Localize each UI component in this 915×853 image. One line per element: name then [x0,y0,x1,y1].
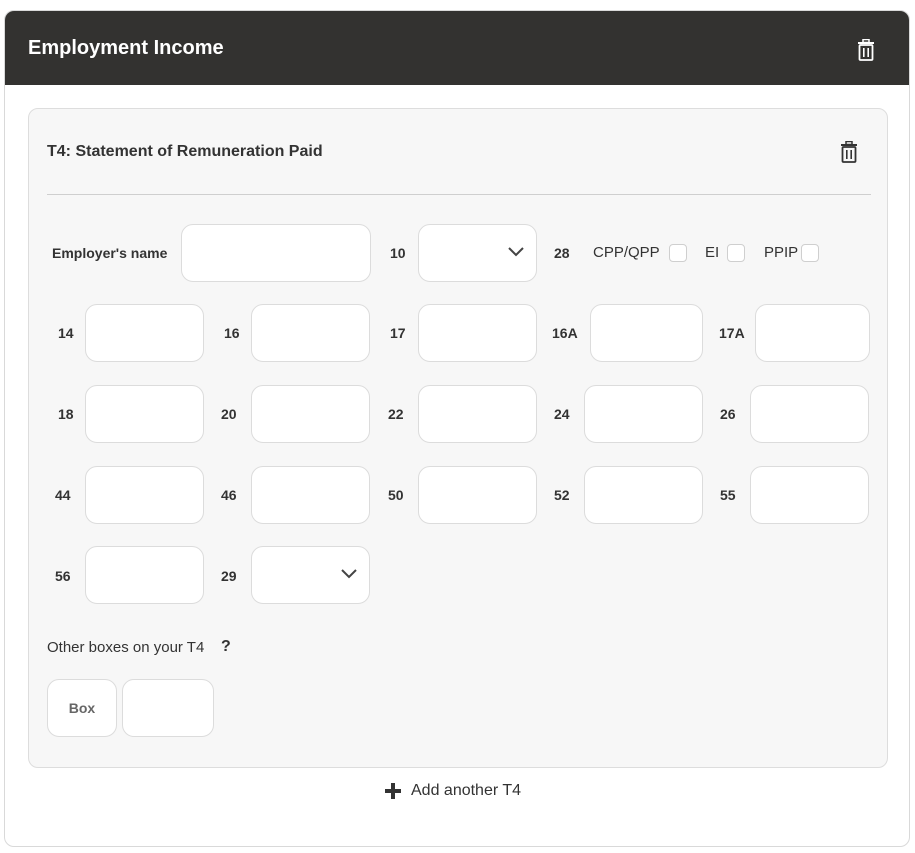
box-52-label: 52 [554,487,570,503]
box-14-field[interactable] [85,304,204,362]
cpp-qpp-checkbox[interactable] [669,244,687,262]
chevron-down-icon [341,568,357,580]
employer-name-field[interactable] [181,224,371,282]
box-29-select[interactable] [251,546,370,604]
box-46-field[interactable] [251,466,370,524]
box-46-label: 46 [221,487,237,503]
ppip-label: PPIP [764,244,799,261]
box-17-label: 17 [390,325,406,341]
employer-name-label: Employer's name [52,245,168,261]
box-29-label: 29 [221,568,237,584]
box-20-field[interactable] [251,385,370,443]
t4-card [28,108,888,768]
box-24-label: 24 [554,406,570,422]
box-14-label: 14 [58,325,74,341]
box-18-label: 18 [58,406,74,422]
box-28-label: 28 [554,245,570,261]
ei-checkbox[interactable] [727,244,745,262]
box-26-label: 26 [720,406,736,422]
other-boxes-label: Other boxes on your T4 [47,639,205,656]
ei-label: EI [705,244,720,261]
box-26-field[interactable] [750,385,869,443]
box-17-field[interactable] [418,304,537,362]
box-44-label: 44 [55,487,71,503]
box-22-label: 22 [388,406,404,422]
box-52-field[interactable] [584,466,703,524]
box-50-label: 50 [388,487,404,503]
box-16a-field[interactable] [590,304,703,362]
box-10-select[interactable] [418,224,537,282]
panel-header [5,11,909,85]
plus-icon [385,783,401,799]
add-another-t4-button[interactable] [385,782,521,800]
employment-income-panel [4,10,910,847]
box-24-field[interactable] [584,385,703,443]
box-44-field[interactable] [85,466,204,524]
trash-icon[interactable] [856,39,876,61]
other-box-value-field[interactable] [122,679,214,737]
box-18-field[interactable] [85,385,204,443]
box-select-button[interactable]: Box [47,679,117,737]
box-55-label: 55 [720,487,736,503]
box-16-label: 16 [224,325,240,341]
question-icon[interactable]: ? [221,638,231,655]
box-17a-field[interactable] [755,304,870,362]
add-another-t4-label: Add another T4 [411,782,522,799]
box-22-field[interactable] [418,385,537,443]
box-55-field[interactable] [750,466,869,524]
trash-icon[interactable] [839,141,859,163]
box-17a-label: 17A [719,325,745,341]
cpp-qpp-label: CPP/QPP [593,244,660,261]
divider [47,194,871,195]
ppip-checkbox[interactable] [801,244,819,262]
box-10-label: 10 [390,245,406,261]
chevron-down-icon [508,246,524,258]
box-16-field[interactable] [251,304,370,362]
box-50-field[interactable] [418,466,537,524]
panel-title: Employment Income [28,37,224,59]
t4-title: T4: Statement of Remuneration Paid [47,143,323,160]
box-56-field[interactable] [85,546,204,604]
box-20-label: 20 [221,406,237,422]
box-16a-label: 16A [552,325,578,341]
box-56-label: 56 [55,568,71,584]
